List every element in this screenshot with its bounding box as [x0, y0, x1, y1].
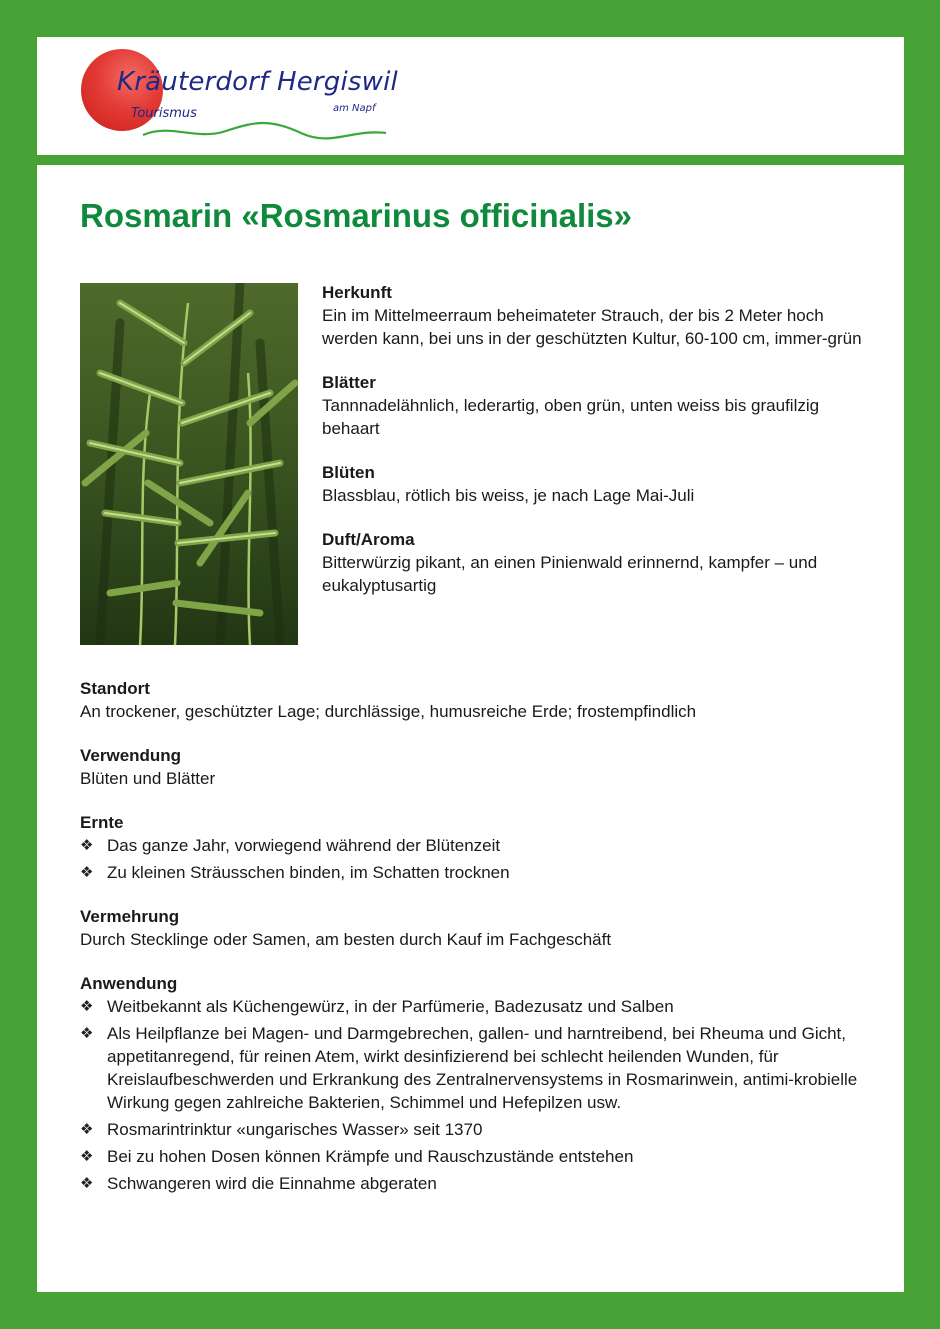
list-item-text: Als Heilpflanze bei Magen- und Darmgebrechen, gallen- und harntreibend, bei Rheuma und Gicht, appetitanregend, für reinen Atem, wirkt desinfizierend bei schlecht heilenden Wunden, für Kreislaufbeschwerden und Erkrankung des Zentralnervensystems in Rosmarinwein, antimi-krobielle Wirkung gegen zahlreiche Bakterien, Schimmel und Hefepilzen usw. [107, 1024, 858, 1112]
bullet-icon: ❖ [80, 1148, 94, 1165]
section-title: Standort [80, 679, 150, 698]
section-text: Bitterwürzig pikant, an einen Pinienwald erinnernd, kampfer – und eukalyptusartig [322, 553, 818, 595]
rosemary-photo-icon [80, 283, 298, 645]
vermehrung-section [80, 905, 870, 951]
plant-properties [322, 281, 867, 618]
content-panel [37, 165, 904, 1292]
list-item-text: Schwangeren wird die Einnahme abgeraten [107, 1174, 437, 1193]
section-text: Blassblau, rötlich bis weiss, je nach Lage Mai-Juli [322, 486, 695, 505]
list-item [80, 834, 870, 857]
blueten-section [322, 461, 867, 507]
ernte-list [80, 834, 870, 884]
herkunft-section [322, 281, 867, 350]
section-text: Durch Stecklinge oder Samen, am besten durch Kauf im Fachgeschäft [80, 930, 612, 949]
list-item [80, 995, 870, 1018]
section-title: Herkunft [322, 283, 392, 302]
bullet-icon: ❖ [80, 864, 94, 881]
blaetter-section [322, 371, 867, 440]
logo-tagline: am Napf [333, 103, 376, 114]
plant-details [80, 677, 870, 1216]
section-title: Ernte [80, 813, 124, 832]
logo-title: Kräuterdorf Hergiswil [117, 67, 398, 97]
list-item [80, 1172, 870, 1195]
duft-section [322, 528, 867, 597]
header [37, 37, 904, 155]
ernte-section [80, 811, 870, 884]
list-item [80, 1145, 870, 1168]
section-text: Tannnadelähnlich, lederartig, oben grün, unten weiss bis graufilzig behaart [322, 396, 820, 438]
bullet-icon: ❖ [80, 1175, 94, 1192]
bullet-icon: ❖ [80, 1121, 94, 1138]
standort-section [80, 677, 870, 723]
list-item-text: Zu kleinen Sträusschen binden, im Schatten trocknen [107, 863, 510, 882]
verwendung-section [80, 744, 870, 790]
section-title: Vermehrung [80, 907, 180, 926]
list-item-text: Rosmarintrinktur «ungarisches Wasser» seit 1370 [107, 1120, 483, 1139]
list-item-text: Das ganze Jahr, vorwiegend während der Blütenzeit [107, 836, 501, 855]
anwendung-list [80, 995, 870, 1195]
list-item-text: Bei zu hohen Dosen können Krämpfe und Rauschzustände entstehen [107, 1147, 634, 1166]
logo [81, 47, 401, 147]
list-item [80, 1022, 870, 1114]
list-item [80, 1118, 870, 1141]
section-title: Blätter [322, 373, 376, 392]
section-text: Blüten und Blätter [80, 769, 216, 788]
logo-wave-icon [141, 113, 391, 143]
rosemary-plant-photo [80, 283, 298, 645]
bullet-icon: ❖ [80, 998, 94, 1015]
section-title: Duft/Aroma [322, 530, 415, 549]
anwendung-section [80, 972, 870, 1195]
bullet-icon: ❖ [80, 837, 94, 854]
list-item [80, 861, 870, 884]
section-title: Blüten [322, 463, 375, 482]
logo-subtitle: Tourismus [131, 106, 197, 121]
section-text: Ein im Mittelmeerraum beheimateter Strauch, der bis 2 Meter hoch werden kann, bei uns in der geschützten Kultur, 60-100 cm, immer-grün [322, 306, 862, 348]
section-text: An trockener, geschützter Lage; durchlässige, humusreiche Erde; frostempfindlich [80, 702, 697, 721]
section-title: Verwendung [80, 746, 182, 765]
list-item-text: Weitbekannt als Küchengewürz, in der Parfümerie, Badezusatz und Salben [107, 997, 674, 1016]
section-title: Anwendung [80, 974, 178, 993]
page-title: Rosmarin «Rosmarinus officinalis» [80, 197, 632, 234]
bullet-icon: ❖ [80, 1025, 94, 1042]
